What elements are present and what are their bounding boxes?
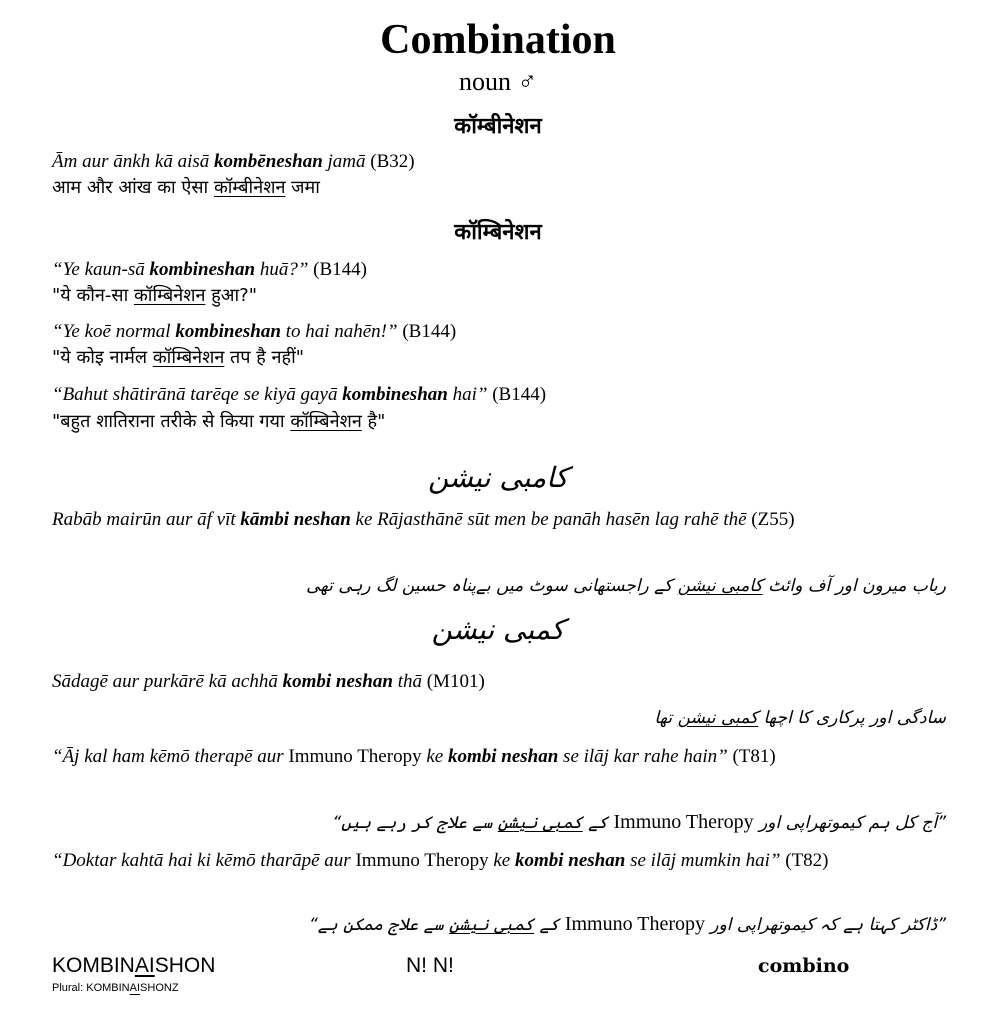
- example-text: ke Rājasthānē sūt men be panāh hasēn lag rahē thē: [350, 509, 747, 530]
- example-6-romanized: [52, 670, 946, 694]
- source-reference: (T82): [780, 850, 829, 871]
- example-text: “Ye kaun-sā: [52, 259, 150, 280]
- source-reference: (B144): [308, 259, 367, 280]
- example-text: se ilāj kar rahe hain”: [558, 746, 728, 767]
- hindi-keyword: कॉम्बीनेशन: [213, 177, 286, 198]
- urdu-spelling-heading-2: کمبی نیشن: [431, 613, 565, 646]
- urdu-text: کے: [534, 915, 565, 935]
- urdu-text: سے علاج ممکن ہے“: [308, 915, 449, 935]
- hindi-keyword: कॉम्बिनेशन: [133, 285, 206, 306]
- example-text: jamā: [322, 151, 366, 172]
- urdu-keyword: کمبی نیشن: [497, 813, 583, 833]
- example-3-hindi: [52, 346, 946, 370]
- hindi-keyword: कॉम्बिनेशन: [152, 347, 225, 368]
- example-keyword: kombēneshan: [214, 151, 323, 172]
- example-text: “Āj kal ham kēmō therapē aur: [52, 746, 289, 767]
- example-keyword: kombi neshan: [447, 746, 559, 767]
- urdu-text: ”آج کل ہم کیموتھراپی اور: [753, 813, 946, 833]
- example-7-urdu: [52, 808, 946, 837]
- example-4-hindi: [52, 410, 946, 434]
- example-text: hai”: [447, 384, 488, 405]
- example-7-romanized: [52, 745, 946, 769]
- part-of-speech: noun ♂: [459, 67, 537, 96]
- hindi-text: "ये कोइ नार्मल: [52, 347, 153, 368]
- example-text: to hai nahēn!”: [280, 321, 398, 342]
- example-8-urdu: [52, 910, 946, 939]
- hindi-text: है": [361, 411, 386, 432]
- example-keyword: kāmbi neshan: [240, 509, 351, 530]
- pronunciation-part: SHON: [154, 954, 216, 977]
- hindi-text: तप है नहीं": [224, 347, 305, 368]
- source-reference: (T81): [727, 746, 776, 767]
- plural-form: [52, 981, 179, 995]
- example-1-hindi: [52, 176, 946, 200]
- example-keyword: kombi neshan: [282, 671, 393, 692]
- source-reference: (B32): [365, 151, 415, 172]
- example-2-romanized: [52, 258, 946, 282]
- urdu-text: سادگی اور پرکاری کا اچھا: [758, 708, 946, 728]
- urdu-keyword: کمبی نیشن: [677, 708, 759, 728]
- pronunciation-stress: AI: [134, 954, 155, 977]
- urdu-spelling-heading-1: کامبی نیشن: [427, 461, 569, 494]
- usage-marks: N! N!: [406, 954, 454, 977]
- plural-part: Plural: KOMBIN: [52, 982, 130, 994]
- example-keyword: kombineshan: [149, 259, 256, 280]
- hindi-text: "ये कौन-सा: [52, 285, 134, 306]
- example-5-romanized: [52, 508, 946, 532]
- urdu-keyword: کمبی نیشن: [448, 915, 535, 935]
- urdu-text: ”ڈاکٹر کہتا ہے کہ کیموتھراپی اور: [704, 915, 946, 935]
- hindi-text: जमा: [285, 177, 320, 198]
- example-text: Sādagē aur purkārē kā achhā: [52, 671, 283, 692]
- urdu-text: کے: [582, 813, 614, 833]
- plural-stress: AI: [129, 982, 141, 994]
- example-text-plain: Immuno Theropy: [355, 850, 489, 871]
- example-4-romanized: [52, 383, 946, 407]
- source-reference: (B144): [397, 321, 457, 342]
- hindi-text: हुआ?": [205, 285, 257, 306]
- example-text: Ām aur ānkh kā aisā: [52, 151, 215, 172]
- plural-part: SHONZ: [140, 982, 179, 994]
- example-text: Rabāb mairūn aur āf vīt: [52, 509, 241, 530]
- etymology-origin: combino: [758, 955, 850, 977]
- example-5-urdu: [52, 572, 946, 600]
- pronunciation-part: KOMBIN: [52, 954, 135, 977]
- pronunciation: [52, 953, 215, 979]
- entry-headword: Combination: [380, 17, 616, 63]
- hindi-spelling-heading-1: कॉम्बीनेशन: [454, 114, 542, 139]
- example-text: thā: [392, 671, 422, 692]
- hindi-text: "बहुत शातिराना तरीके से किया गया: [52, 411, 291, 432]
- urdu-latin-term: Immuno Theropy: [613, 811, 754, 833]
- example-text: “Doktar kahtā hai ki kēmō tharāpē aur: [52, 850, 356, 871]
- urdu-keyword: کامبی نیشن: [677, 576, 763, 596]
- example-text: se ilāj mumkin hai”: [625, 850, 781, 871]
- example-text-plain: Immuno Theropy: [288, 746, 422, 767]
- urdu-text: تھا: [654, 708, 678, 728]
- example-3-romanized: [52, 320, 946, 344]
- example-text: “Ye koē normal: [52, 321, 176, 342]
- hindi-text: आम और आंख का ऐसा: [52, 177, 214, 198]
- hindi-keyword: कॉम्बिनेशन: [290, 411, 362, 432]
- example-keyword: kombineshan: [342, 384, 448, 405]
- source-reference: (M101): [421, 671, 485, 692]
- example-8-romanized: [52, 849, 946, 873]
- source-reference: (Z55): [746, 509, 795, 530]
- hindi-spelling-heading-2: कॉम्बिनेशन: [454, 220, 542, 245]
- urdu-latin-term: Immuno Theropy: [564, 913, 705, 935]
- example-1-romanized: [52, 150, 946, 174]
- example-text: huā?”: [255, 259, 309, 280]
- example-keyword: kombi neshan: [514, 850, 626, 871]
- urdu-text: سے علاج کر رہے ہیں“: [332, 813, 498, 833]
- example-2-hindi: [52, 284, 946, 308]
- example-text: ke: [488, 850, 515, 871]
- urdu-text: کے راجستھانی سوٹ میں بےپناہ حسین لگ رہی تھی: [306, 576, 678, 596]
- urdu-text: رباب میرون اور آف وائٹ: [762, 576, 946, 596]
- example-text: ke: [421, 746, 448, 767]
- example-6-urdu: [52, 704, 946, 732]
- source-reference: (B144): [487, 384, 547, 405]
- example-keyword: kombineshan: [175, 321, 281, 342]
- example-text: “Bahut shātirānā tarēqe se kiyā gayā: [52, 384, 343, 405]
